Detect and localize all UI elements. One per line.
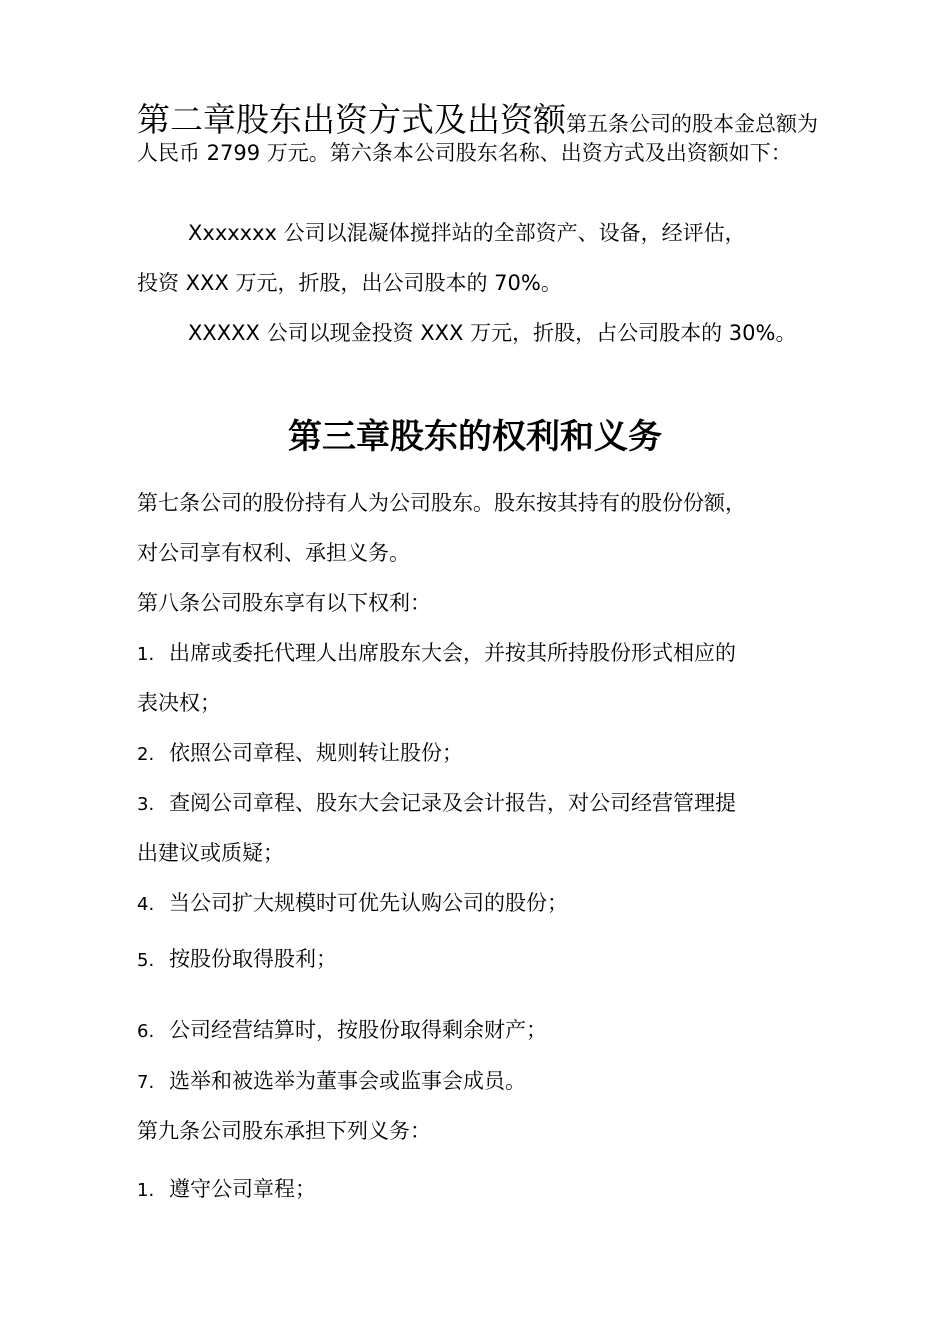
list-number: 5.	[137, 950, 155, 971]
list-number: 1.	[137, 644, 155, 665]
list-text: 查阅公司章程、股东大会记录及会计报告，对公司经营管理提	[169, 791, 736, 815]
article5-6-text: 第五条公司的股本金总额为人民币 2799 万元。第六条本公司股东名称、出资方式及出资额如下：	[137, 112, 818, 165]
list-number: 4.	[137, 894, 155, 915]
list-item	[137, 1174, 837, 1206]
article9-intro: 第九条公司股东承担下列义务：	[137, 1119, 431, 1143]
list-number: 6.	[137, 1021, 155, 1042]
list-item	[137, 1066, 837, 1098]
list-item	[137, 788, 837, 820]
list-text: 表决权；	[137, 691, 221, 715]
article8-intro: 第八条公司股东享有以下权利：	[137, 591, 431, 615]
list-number: 2.	[137, 744, 155, 765]
chapter3-heading: 第三章股东的权利和义务	[288, 417, 662, 457]
article7-line-2: 对公司享有权利、承担义务。	[137, 541, 410, 565]
list-number: 7.	[137, 1072, 155, 1093]
list-text: 当公司扩大规模时可优先认购公司的股份；	[169, 891, 568, 915]
chapter2-heading: 第二章股东出资方式及出资额	[137, 100, 566, 139]
contribution-line-1: Xxxxxxx 公司以混凝体搅拌站的全部资产、设备，经评估，	[188, 221, 746, 245]
list-number: 1.	[137, 1180, 155, 1201]
list-item	[137, 738, 837, 770]
list-text: 公司经营结算时，按股份取得剩余财产；	[169, 1018, 547, 1042]
list-text: 按股份取得股利；	[169, 947, 337, 971]
article7-line-1: 第七条公司的股份持有人为公司股东。股东按其持有的股份份额，	[137, 491, 746, 515]
list-item	[137, 1015, 837, 1047]
list-item-continuation	[137, 688, 837, 718]
list-item	[137, 944, 837, 976]
list-item	[137, 888, 837, 920]
list-number: 3.	[137, 794, 155, 815]
list-text: 选举和被选举为董事会或监事会成员。	[169, 1069, 526, 1093]
list-text: 出建议或质疑；	[137, 841, 284, 865]
list-text: 出席或委托代理人出席股东大会，并按其所持股份形式相应的	[169, 641, 736, 665]
list-text: 依照公司章程、规则转让股份；	[169, 741, 463, 765]
contribution-line-3: XXXXX 公司以现金投资 XXX 万元，折股，占公司股本的 30%。	[188, 321, 797, 345]
chapter2-block	[137, 100, 837, 167]
list-text: 遵守公司章程；	[169, 1177, 316, 1201]
contribution-line-2: 投资 XXX 万元，折股，出公司股本的 70%。	[137, 271, 562, 295]
list-item	[137, 638, 837, 670]
list-item-continuation	[137, 838, 837, 868]
